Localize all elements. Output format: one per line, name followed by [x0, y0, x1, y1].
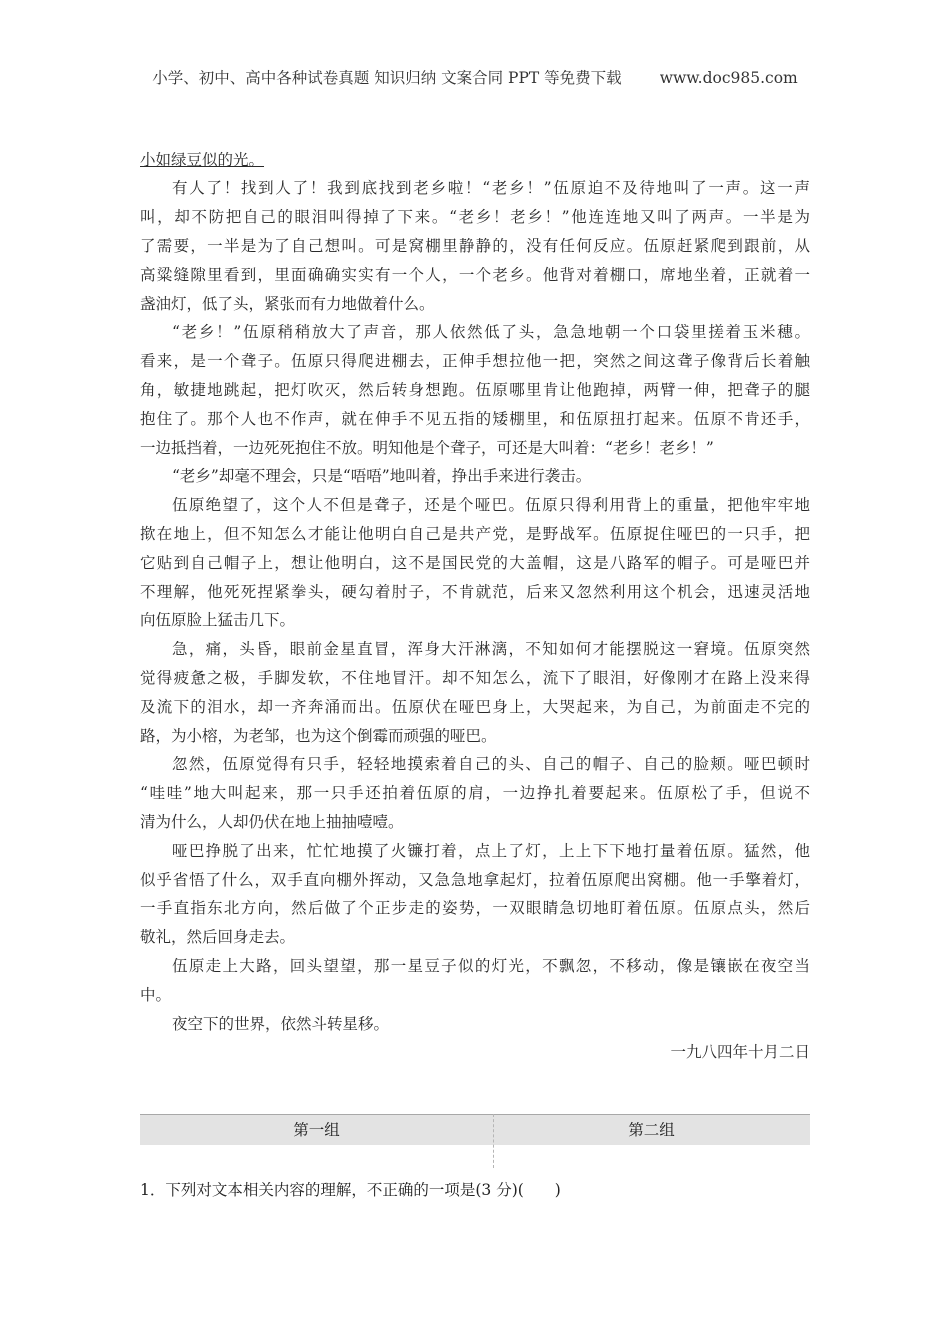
- text-line: 哑巴挣脱了出来，忙忙地摸了火镰打着，点上了灯，上上下下地打量着伍原。猛然，他: [172, 841, 810, 860]
- text-line: 夜空下的世界，依然斗转星移。: [172, 1014, 390, 1033]
- text-line: “老乡！”伍原稍稍放大了声音，那人依然低了头，急急地朝一个口袋里搓着玉米穗。: [172, 323, 810, 342]
- text-line: 了需要，一半是为了自己想叫。可是窝棚里静静的，没有任何反应。伍原赶紧爬到跟前，从: [140, 236, 810, 255]
- paragraph: [140, 1010, 810, 1039]
- opening-line: [140, 146, 810, 175]
- text-line: 及流下的泪水，却一齐奔涌而出。伍原伏在哑巴身上，大哭起来，为自己，为前面走不完的: [140, 697, 810, 716]
- text-line: 角，敏捷地跳起，把灯吹灭，然后转身想跑。伍原哪里肯让他跑掉，两臂一伸，把聋子的腿: [140, 380, 810, 399]
- paragraph: [140, 750, 810, 836]
- text-line: 觉得疲惫之极，手脚发软，不住地冒汗。却不知怎么，流下了眼泪，好像刚才在路上没来得: [140, 668, 810, 687]
- article-body: [140, 146, 810, 1068]
- text-line: 一手直指东北方向，然后做了个正步走的姿势，一双眼睛急切地盯着伍原。伍原点头，然后: [140, 899, 810, 918]
- text-line: 有人了！找到人了！我到底找到老乡啦！“老乡！”伍原迫不及待地叫了一声。这一声: [172, 179, 810, 198]
- paragraph: [140, 837, 810, 952]
- paragraph: [140, 491, 810, 635]
- text-line: 路，为小榕，为老邹，也为这个倒霉而顽强的哑巴。: [140, 726, 497, 745]
- question-1: 1．下列对文本相关内容的理解，不正确的一项是(3 分)( ): [140, 1181, 561, 1199]
- paragraph: [140, 174, 810, 318]
- text-line: 一边抵挡着，一边死死抱住不放。明知他是个聋子，可还是大叫着：“老乡！老乡！”: [140, 438, 714, 457]
- text-line: 它贴到自己帽子上，想让他明白，这不是国民党的大盖帽，这是八路军的帽子。可是哑巴并: [140, 553, 810, 572]
- text-line: 盏油灯，低了头，紧张而有力地做着什么。: [140, 294, 435, 313]
- group-divider: [493, 1114, 494, 1168]
- text-line: “哇哇”地大叫起来，那一只手还拍着伍原的肩，一边挣扎着要起来。伍原松了手，但说不: [140, 784, 810, 803]
- text-line: 清为什么，人却仍伏在地上抽抽噎噎。: [140, 812, 404, 831]
- text-line: 向伍原脸上猛击几下。: [140, 611, 296, 630]
- text-line: 伍原绝望了，这个人不但是聋子，还是个哑巴。伍原只得利用背上的重量，把他牢牢地: [172, 496, 810, 515]
- banner-text: 小学、初中、高中各种试卷真题 知识归纳 文案合同 PPT 等免费下载: [152, 69, 622, 87]
- paragraph: [140, 635, 810, 750]
- text-line: “老乡”却毫不理会，只是“唔唔”地叫着，挣出手来进行袭击。: [172, 467, 592, 486]
- text-line: 似乎省悟了什么，双手直向棚外挥动，又急急地拿起灯，拉着伍原爬出窝棚。他一手擎着灯，: [140, 870, 810, 889]
- text-line: 看来，是一个聋子。伍原只得爬进棚去，正伸手想拉他一把，突然之间这聋子像背后长着触: [140, 352, 810, 371]
- text-line: 急，痛，头昏，眼前金星直冒，浑身大汗淋漓，不知如何才能摆脱这一窘境。伍原突然: [172, 640, 810, 659]
- paragraph: [140, 952, 810, 1010]
- paragraph: [140, 462, 810, 491]
- group-header-first: 第一组: [293, 1121, 340, 1139]
- text-line: 中。: [140, 985, 172, 1004]
- text-line: 不理解，他死死捏紧拳头，硬勾着肘子，不肯就范，后来又忽然利用这个机会，迅速灵活地: [140, 582, 810, 601]
- group-header-second: 第二组: [628, 1121, 675, 1139]
- underlined-text: 小如绿豆似的光。: [140, 150, 265, 169]
- paragraph: [140, 318, 810, 462]
- text-line: 敬礼，然后回身走去。: [140, 928, 296, 947]
- text-line: 叫，却不防把自己的眼泪叫得掉了下来。“老乡！老乡！”他连连地又叫了两声。一半是为: [140, 208, 810, 227]
- group-table-header: [140, 1114, 810, 1145]
- banner-url: www.doc985.com: [659, 69, 798, 87]
- text-line: 高粱缝隙里看到，里面确确实实有一个人，一个老乡。他背对着棚口，席地坐着，正就着一: [140, 265, 810, 284]
- text-line: 忽然，伍原觉得有只手，轻轻地摸索着自己的头、自己的帽子、自己的脸颊。哑巴顿时: [172, 755, 810, 774]
- site-banner: [0, 66, 950, 90]
- text-line: 揿在地上，但不知怎么才能让他明白自己是共产党，是野战军。伍原捉住哑巴的一只手，把: [140, 524, 810, 543]
- article-date: 一九八四年十月二日: [670, 1043, 810, 1062]
- text-line: 抱住了。那个人也不作声，就在伸手不见五指的矮棚里，和伍原扭打起来。伍原不肯还手，: [140, 409, 810, 428]
- text-line: 伍原走上大路，回头望望，那一星豆子似的灯光，不飘忽，不移动，像是镶嵌在夜空当: [172, 956, 810, 975]
